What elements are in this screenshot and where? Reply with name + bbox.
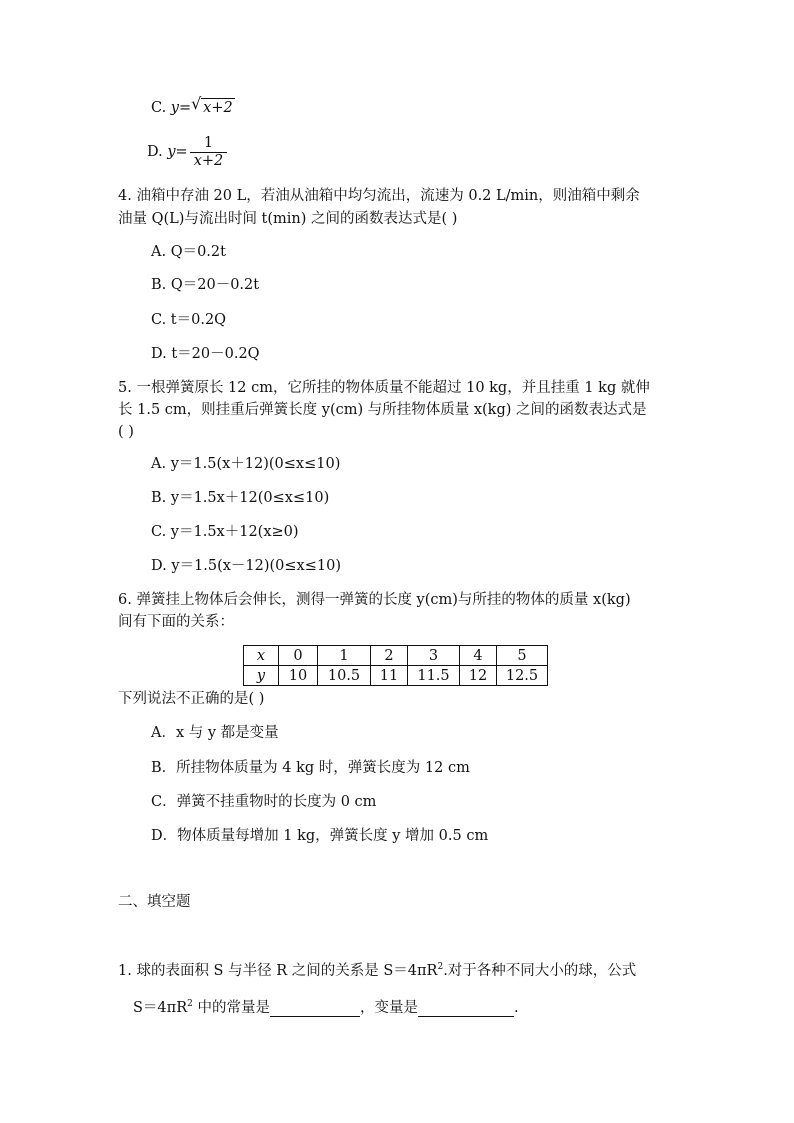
q6-option-d[interactable]: D．物体质量每增加 1 kg，弹簧长度 y 增加 0.5 cm	[151, 828, 489, 844]
table-cell: 12	[460, 666, 497, 686]
q4-option-d[interactable]: D. t＝20－0.2Q	[151, 346, 260, 362]
q5-stem-line3: ( )	[118, 424, 134, 440]
q3-option-c[interactable]	[151, 94, 235, 117]
fraction-denominator: x+2	[190, 152, 228, 170]
option-label: D.	[147, 144, 163, 160]
table-header-x: x	[244, 646, 279, 666]
fraction	[190, 135, 228, 170]
radicand: x+2	[203, 100, 233, 116]
table-cell: 1	[318, 646, 371, 666]
answer-blank-constant[interactable]	[270, 998, 360, 1017]
table-cell: 11	[371, 666, 408, 686]
equals-sign: =	[175, 144, 188, 160]
q5-stem-line2: 长 1.5 cm，则挂重后弹簧长度 y(cm) 与所挂物体质量 x(kg) 之间的函数表达式是	[118, 402, 647, 418]
variable-y: y	[167, 144, 176, 160]
q4-stem-line1: 4. 油箱中存油 20 L，若油从油箱中均匀流出，流速为 0.2 L/min，则油箱中剩余	[118, 188, 640, 204]
fill1-line2	[133, 998, 519, 1017]
equals-sign: =	[179, 100, 192, 116]
q5-option-d[interactable]: D. y＝1.5(x－12)(0≤x≤10)	[151, 558, 341, 574]
table-row-x	[244, 646, 548, 666]
table-cell: 4	[460, 646, 497, 666]
radical-icon: √	[191, 94, 202, 113]
table-row-y	[244, 666, 548, 686]
table-cell: 2	[371, 646, 408, 666]
table-header-y: y	[244, 666, 279, 686]
fill1-text: 1. 球的表面积 S 与半径 R 之间的关系是 S＝4πR	[118, 963, 438, 979]
q4-stem-line2: 油量 Q(L)与流出时间 t(min) 之间的函数表达式是( )	[118, 211, 458, 227]
q3-option-d[interactable]	[147, 134, 227, 170]
q6-option-c[interactable]: C．弹簧不挂重物时的长度为 0 cm	[151, 794, 377, 810]
table-cell: 5	[497, 646, 548, 666]
q5-option-c[interactable]: C. y＝1.5x＋12(x≥0)	[151, 524, 299, 540]
exponent: 2	[437, 962, 444, 973]
fill1-text: S＝4πR	[133, 1000, 188, 1016]
q6-option-b[interactable]: B．所挂物体质量为 4 kg 时，弹簧长度为 12 cm	[151, 760, 470, 776]
q4-option-c[interactable]: C. t＝0.2Q	[151, 312, 227, 328]
fraction-numerator: 1	[203, 134, 214, 151]
q6-stem-line1: 6. 弹簧挂上物体后会伸长，测得一弹簧的长度 y(cm)与所挂的物体的质量 x(kg)	[118, 592, 631, 608]
fill1-text: ，变量是	[359, 1000, 418, 1016]
table-cell: 12.5	[497, 666, 548, 686]
fill1-line1	[118, 962, 636, 980]
option-label: C.	[151, 100, 167, 116]
q6-stem-line2: 间有下面的关系：	[118, 614, 234, 630]
mass-length-table	[243, 645, 548, 686]
q5-option-b[interactable]: B. y＝1.5x＋12(0≤x≤10)	[151, 490, 330, 506]
fill1-text: 中的常量是	[192, 1000, 270, 1016]
sqrt-expression	[191, 94, 235, 117]
table-cell: 11.5	[408, 666, 460, 686]
q6-option-a[interactable]: A．x 与 y 都是变量	[151, 725, 279, 741]
q4-option-b[interactable]: B. Q＝20－0.2t	[151, 277, 260, 293]
q4-option-a[interactable]: A. Q＝0.2t	[151, 244, 226, 260]
table-cell: 10	[279, 666, 318, 686]
q6-prompt: 下列说法不正确的是( )	[118, 691, 265, 707]
exponent: 2	[187, 999, 193, 1010]
table-cell: 0	[279, 646, 318, 666]
table-cell: 3	[408, 646, 460, 666]
q5-stem-line1: 5. 一根弹簧原长 12 cm，它所挂的物体质量不能超过 10 kg，并且挂重 1 kg 就伸	[118, 380, 650, 396]
q5-option-a[interactable]: A. y＝1.5(x＋12)(0≤x≤10)	[151, 456, 341, 472]
answer-blank-variable[interactable]	[418, 998, 514, 1017]
section-title: 二、填空题	[118, 894, 191, 910]
fill1-text: .	[513, 1000, 519, 1016]
variable-y: y	[170, 100, 179, 116]
table-cell: 10.5	[318, 666, 371, 686]
fill1-text: .对于各种不同大小的球，公式	[443, 963, 637, 979]
